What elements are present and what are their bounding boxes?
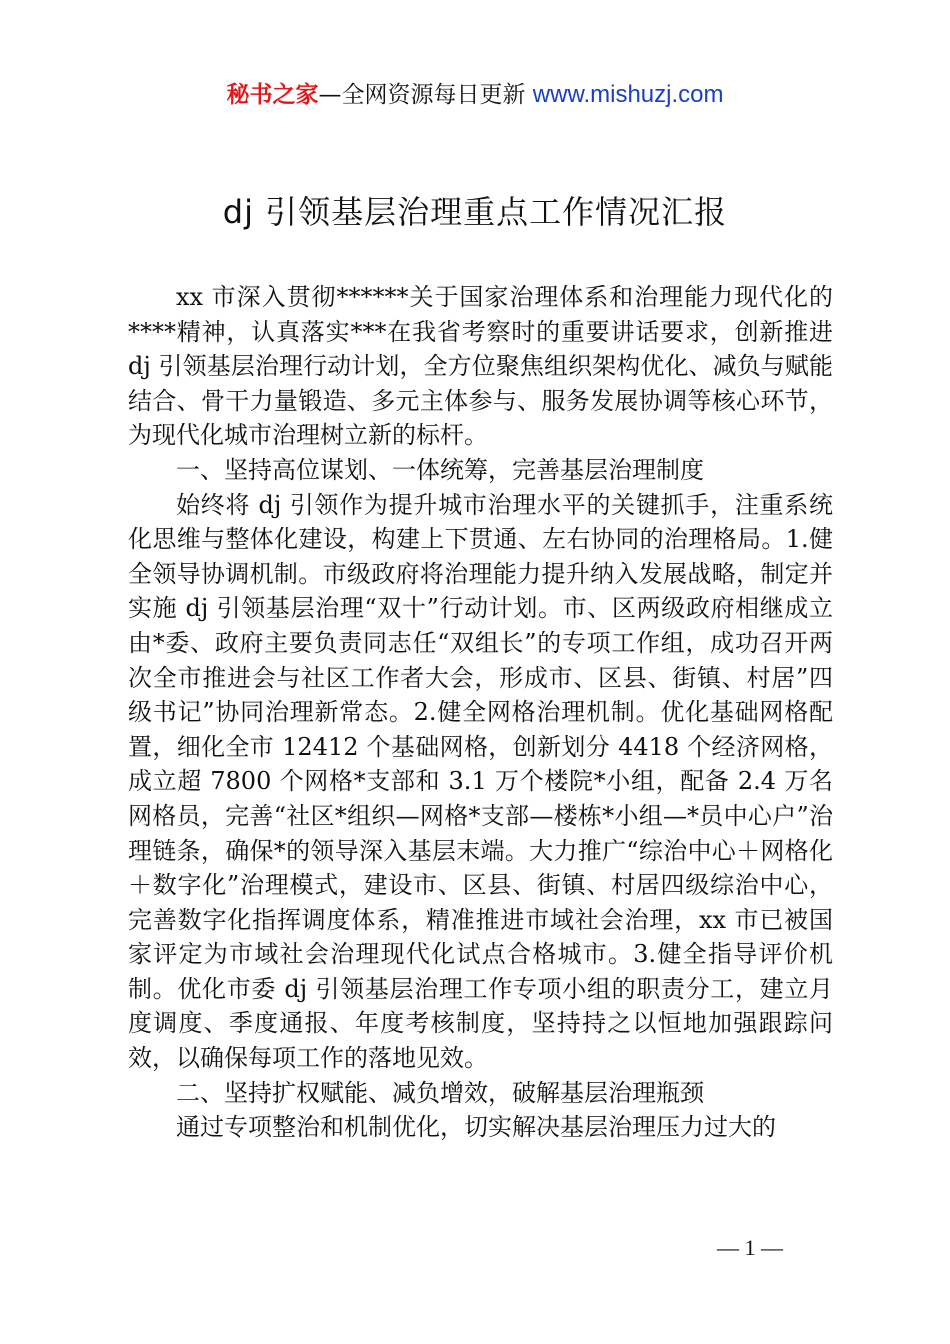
section-heading-1: 一、坚持高位谋划、一体统筹，完善基层治理制度: [176, 455, 704, 484]
site-banner: [0, 78, 950, 112]
section-2-paragraph: 通过专项整治和机制优化，切实解决基层治理压力过大的: [176, 1113, 776, 1142]
site-brand: 秘书之家: [226, 82, 319, 108]
section-1-paragraph: 始终将 dj 引领作为提升城市治理水平的关键抓手，注重系统化思维与整体化建设，构建上下贯通、左右协同的治理格局。1.健全领导协调机制。市级政府将治理能力提升纳入发展战略，制定并实施 dj 引领基层治理“双十”行动计划。市、区两级政府相继成立由*委、政府主要负责同志任“双组长”的专项工作组，成功召开两次全市推进会与社区工作者大会，形成市、区县、街镇、村居”四级书记”协同治理新常态。2.健全网格治理机制。优化基础网格配置，细化全市 12412 个基础网格，创新划分 4418 个经济网格，成立超 7800 个网格*支部和 3.1 万个楼院*小组，配备 2.4 万名网格员，完善“社区*组织—网格*支部—楼栋*小组—*员中心户”治理链条，确保*的领导深入基层末端。大力推广“综治中心＋网格化＋数字化”治理模式，建设市、区县、街镇、村居四级综治中心，完善数字化指挥调度体系，精准推进市域社会治理，xx 市已被国家评定为市域社会治理现代化试点合格城市。3.健全指导评价机制。优化市委 dj 引领基层治理工作专项小组的职责分工，建立月度调度、季度通报、年度考核制度，坚持持之以恒地加强跟踪问效，以确保每项工作的落地见效。: [128, 490, 833, 1073]
intro-paragraph: xx 市深入贯彻******关于国家治理体系和治理能力现代化的****精神，认真落实***在我省考察时的重要讲话要求，创新推进 dj 引领基层治理行动计划，全方位聚焦组织架构优化、减负与赋能结合、骨干力量锻造、多元主体参与、服务发展协调等核心环节，为现代化城市治理树立新的标杆。: [128, 283, 833, 450]
site-url-link[interactable]: www.mishuzj.com: [532, 81, 724, 108]
section-heading-2: 二、坚持扩权赋能、减负增效，破解基层治理瓶颈: [176, 1078, 704, 1107]
document-title: dj 引领基层治理重点工作情况汇报: [222, 193, 728, 231]
site-tagline: —全网资源每日更新: [318, 82, 526, 108]
page-number: — 1 —: [717, 1235, 783, 1260]
document-body: [128, 280, 833, 1145]
